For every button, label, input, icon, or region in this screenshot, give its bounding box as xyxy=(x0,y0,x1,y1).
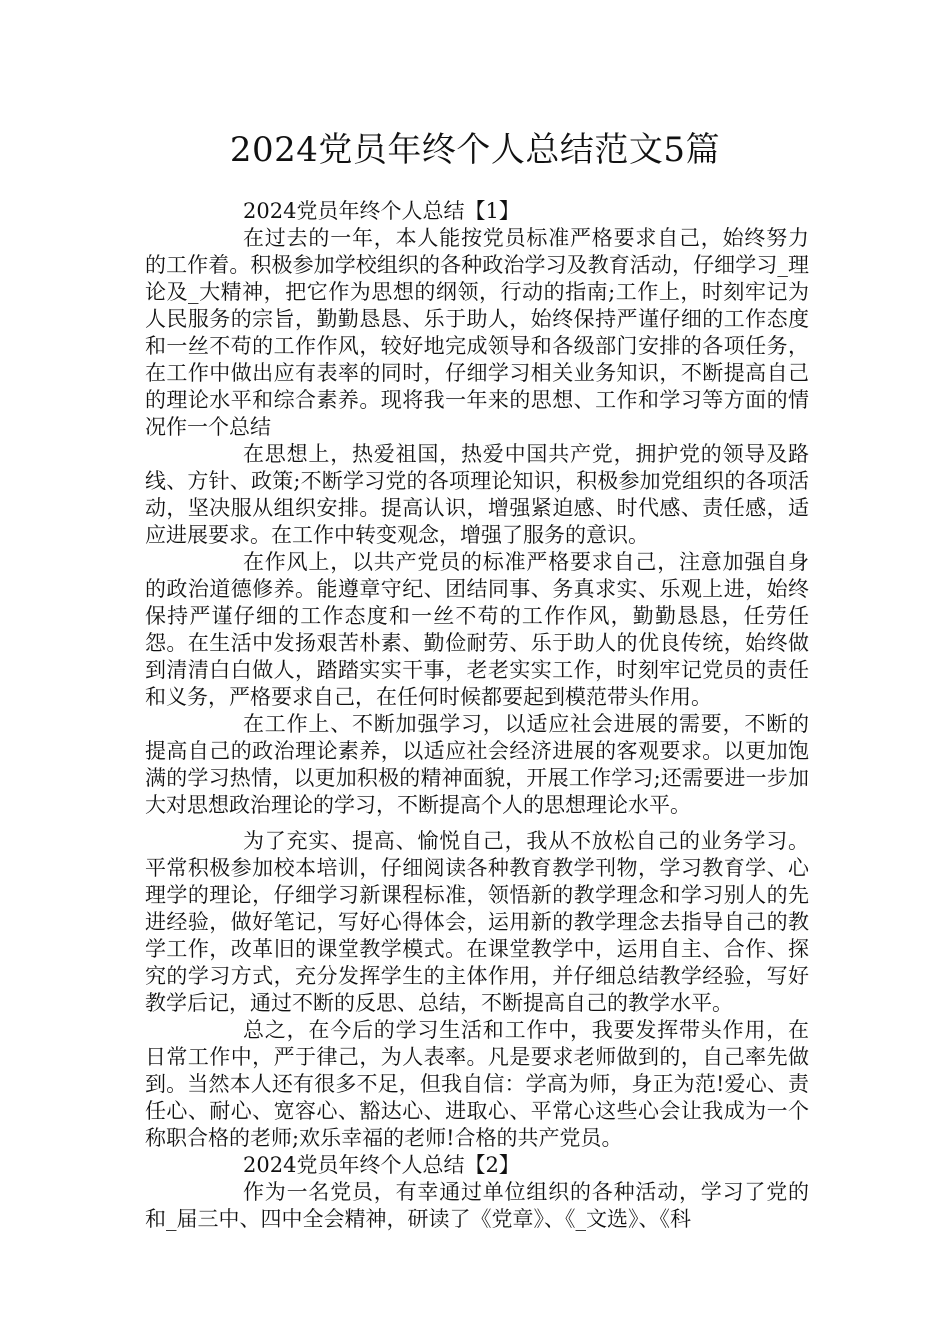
paragraph-1-5: 为了充实、提高、愉悦自己，我从不放松自己的业务学习。平常积极参加校本培训，仔细阅读各种教育教学刊物，学习教育学、心理学的理论，仔细学习新课程标准，领悟新的教学理念和学习别人的先进经验，做好笔记，写好心得体会，运用新的教学理念去指导自己的教学工作，改革旧的课堂教学模式。在课堂教学中，运用自主、合作、探究的学习方式，充分发挥学生的主体作用，并仔细总结教学经验，写好教学后记，通过不断的反思、总结，不断提高自己的教学水平。 xyxy=(145,829,809,1015)
section-heading-1: 2024党员年终个人总结【1】 xyxy=(243,199,520,223)
paragraph-1-1: 在过去的一年，本人能按党员标准严格要求自己，始终努力的工作着。积极参加学校组织的各种政治学习及教育活动，仔细学习_理论及_大精神，把它作为思想的纲领，行动的指南;工作上，时刻牢记为人民服务的宗旨，勤勤恳恳、乐于助人，始终保持严谨仔细的工作态度和一丝不苟的工作作风，较好地完成领导和各级部门安排的各项任务，在工作中做出应有表率的同时，仔细学习相关业务知识，不断提高自己的理论水平和综合素养。现将我一年来的思想、工作和学习等方面的情况作一个总结 xyxy=(145,226,809,439)
paragraph-2-1: 作为一名党员，有幸通过单位组织的各种活动，学习了党的和_届三中、四中全会精神，研读了《党章》、《_文选》、《科 xyxy=(145,1180,809,1231)
section-heading-2: 2024党员年终个人总结【2】 xyxy=(243,1153,520,1177)
paragraph-1-2: 在思想上，热爱祖国，热爱中国共产党，拥护党的领导及路线、方针、政策;不断学习党的各项理论知识，积极参加党组织的各项活动，坚决服从组织安排。提高认识，增强紧迫感、时代感、责任感，适应进展要求。在工作中转变观念，增强了服务的意识。 xyxy=(145,442,809,547)
paragraph-1-4: 在工作上、不断加强学习，以适应社会进展的需要，不断的提高自己的政治理论素养，以适应社会经济进展的客观要求。以更加饱满的学习热情，以更加积极的精神面貌，开展工作学习;还需要进一步加大对思想政治理论的学习，不断提高个人的思想理论水平。 xyxy=(145,712,809,817)
paragraph-1-3: 在作风上，以共产党员的标准严格要求自己，注意加强自身的政治道德修养。能遵章守纪、团结同事、务真求实、乐观上进，始终保持严谨仔细的工作态度和一丝不苟的工作作风，勤勤恳恳，任劳任怨。在生活中发扬艰苦朴素、勤俭耐劳、乐于助人的优良传统，始终做到清清白白做人，踏踏实实干事，老老实实工作，时刻牢记党员的责任和义务，严格要求自己，在任何时候都要起到模范带头作用。 xyxy=(145,550,809,709)
document-title: 2024党员年终个人总结范文5篇 xyxy=(229,130,721,170)
document-body xyxy=(145,198,809,1233)
paragraph-1-6: 总之，在今后的学习生活和工作中，我要发挥带头作用，在日常工作中，严于律己，为人表率。凡是要求老师做到的，自己率先做到。当然本人还有很多不足，但我自信：学高为师，身正为范!爱心、责任心、耐心、宽容心、豁达心、进取心、平常心这些心会让我成为一个称职合格的老师;欢乐幸福的老师!合格的共产党员。 xyxy=(145,1018,809,1150)
